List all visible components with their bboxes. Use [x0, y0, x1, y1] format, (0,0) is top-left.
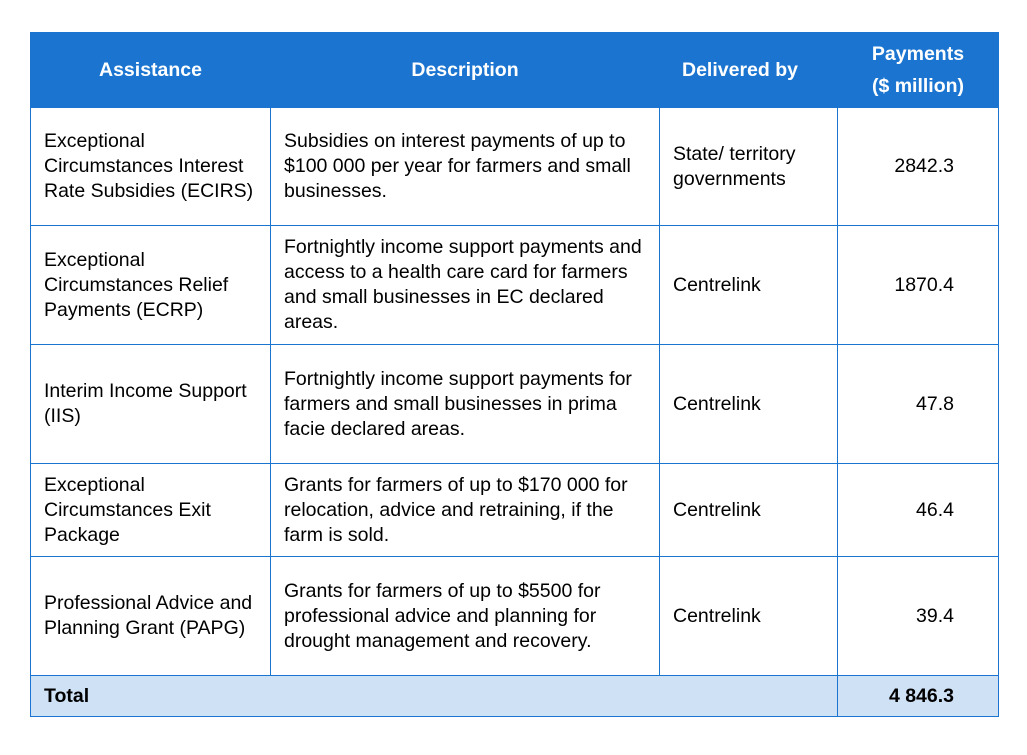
table-row	[31, 345, 999, 464]
cell-delivered-by: Centrelink	[660, 464, 838, 557]
cell-payment: 39.4	[838, 557, 999, 676]
total-row	[31, 676, 999, 717]
table-row	[31, 557, 999, 676]
cell-assistance: Exceptional Circumstances Interest Rate Subsidies (ECIRS)	[31, 108, 271, 226]
cell-assistance: Professional Advice and Planning Grant (PAPG)	[31, 557, 271, 676]
table-header-row	[31, 33, 999, 108]
cell-payment: 2842.3	[838, 108, 999, 226]
cell-description: Grants for farmers of up to $5500 for professional advice and planning for drought management and recovery.	[271, 557, 660, 676]
cell-delivered-by: Centrelink	[660, 557, 838, 676]
cell-description: Fortnightly income support payments and access to a health care card for farmers and small businesses in EC declared areas.	[271, 226, 660, 345]
assistance-table	[30, 32, 999, 717]
cell-description: Fortnightly income support payments for farmers and small businesses in prima facie declared areas.	[271, 345, 660, 464]
header-payments-line1: Payments	[871, 43, 965, 65]
cell-delivered-by: State/ territory governments	[660, 108, 838, 226]
cell-description: Grants for farmers of up to $170 000 for relocation, advice and retraining, if the farm is sold.	[271, 464, 660, 557]
header-payments-line2: ($ million)	[871, 75, 965, 97]
header-description: Description	[271, 33, 660, 108]
cell-payment: 1870.4	[838, 226, 999, 345]
cell-assistance: Interim Income Support (IIS)	[31, 345, 271, 464]
cell-payment: 47.8	[838, 345, 999, 464]
table-row	[31, 226, 999, 345]
table-row	[31, 464, 999, 557]
cell-delivered-by: Centrelink	[660, 226, 838, 345]
table-row	[31, 108, 999, 226]
header-delivered-by: Delivered by	[660, 33, 838, 108]
cell-assistance: Exceptional Circumstances Relief Payments (ECRP)	[31, 226, 271, 345]
cell-payment: 46.4	[838, 464, 999, 557]
header-payments	[838, 33, 999, 108]
cell-delivered-by: Centrelink	[660, 345, 838, 464]
total-value: 4 846.3	[838, 676, 999, 717]
cell-description: Subsidies on interest payments of up to $100 000 per year for farmers and small businesses.	[271, 108, 660, 226]
header-assistance: Assistance	[31, 33, 271, 108]
total-label: Total	[31, 676, 838, 717]
cell-assistance: Exceptional Circumstances Exit Package	[31, 464, 271, 557]
